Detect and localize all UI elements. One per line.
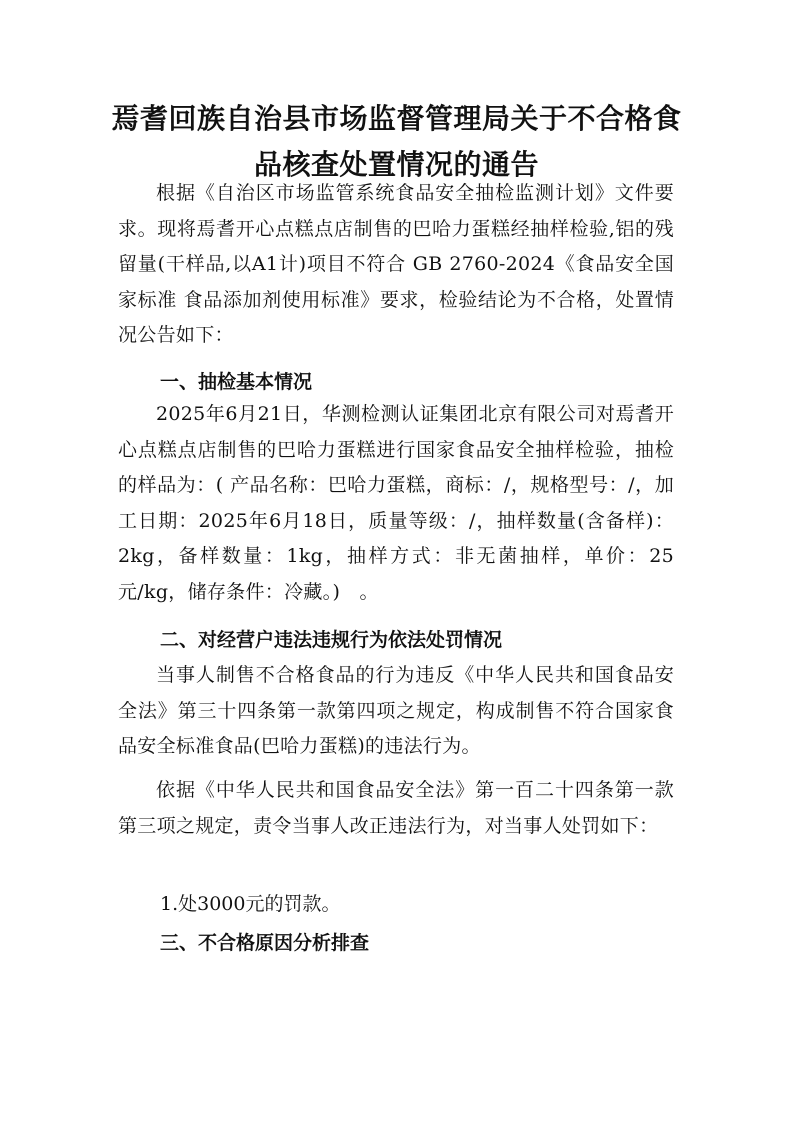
section-1-heading: 一、抽检基本情况 — [160, 371, 313, 393]
section-2-heading: 二、对经营户违法违规行为依法处罚情况 — [160, 629, 503, 651]
document-title — [110, 96, 683, 188]
penalty-item-1: 1.处3000元的罚款。 — [160, 893, 341, 915]
section-2-paragraph-2: 依据《中华人民共和国食品安全法》第一百二十四条第一款第三项之规定，责令当事人改正违法行为，对当事人处罚如下： — [118, 779, 674, 837]
section-1-paragraph: 2025年6月21日，华测检测认证集团北京有限公司对焉耆开心点糕点店制售的巴哈力蛋糕进行国家食品安全抽样检验，抽检的样品为：( 产品名称：巴哈力蛋糕，商标：/，规格型号：/，加工日期：2025年6月18日，质量等级：/，抽样数量(含备样)：2kg，备样数量：1kg，抽样方式：非无菌抽样，单价：25元/kg，储存条件：冷藏。) 。 — [118, 403, 674, 603]
intro-paragraph: 根据《自治区市场监管系统食品安全抽检监测计划》文件要求。现将焉耆开心点糕点店制售的巴哈力蛋糕经抽样检验,铝的残留量(干样品,以A1计)项目不符合 GB 2760-2024《食品安全国家标准 食品添加剂使用标准》要求，检验结论为不合格，处置情况公告如下： — [118, 182, 674, 347]
section-3-heading: 三、不合格原因分析排查 — [160, 932, 370, 954]
title-line-1: 焉耆回族自治县市场监督管理局关于不合格食 — [111, 102, 682, 135]
title-line-2: 品核查处置情况的通告 — [253, 148, 539, 181]
section-2-paragraph-1: 当事人制售不合格食品的行为违反《中华人民共和国食品安全法》第三十四条第一款第四项之规定，构成制售不符合国家食品安全标准食品(巴哈力蛋糕)的违法行为。 — [118, 664, 674, 758]
